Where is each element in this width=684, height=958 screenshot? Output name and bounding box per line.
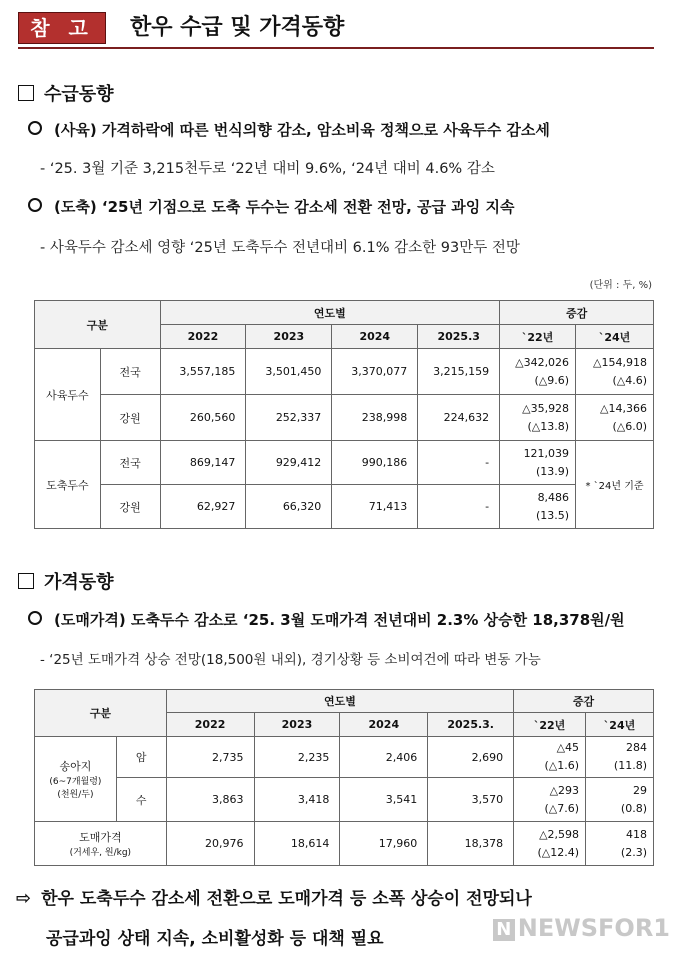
col-year: 2022 (166, 713, 254, 737)
badge-border (18, 12, 106, 44)
table-row (35, 349, 654, 395)
col-year: 2023 (246, 325, 332, 349)
cell: 3,418 (254, 778, 340, 822)
price-sub-1: - ‘25년 도매가격 상승 전망(18,500원 내외), 경기상황 등 소비여건에 따라 변동 가능 (40, 652, 541, 668)
supply-bullet-1: (사육) 가격하락에 따른 번식의향 감소, 암소비육 정책으로 사육두수 감소세 (28, 119, 550, 140)
cell: 66,320 (246, 485, 332, 529)
col-year: 2022 (160, 325, 246, 349)
col-header-group: 구분 (35, 301, 161, 349)
price-table (34, 689, 654, 866)
col-year: 2023 (254, 713, 340, 737)
cell: 3,215,159 (418, 349, 500, 395)
cell: - (418, 441, 500, 485)
col-header-year: 연도별 (166, 690, 513, 713)
price-bullet-1: (도매가격) 도축두수 감소로 ‘25. 3월 도매가격 전년대비 2.3% 상승한 18,378원/원 (28, 609, 625, 630)
cell: 3,570 (428, 778, 514, 822)
wholesale-label: 도매가격 (거세우, 원/kg) (35, 822, 167, 866)
cell: 2,735 (166, 737, 254, 778)
circle-bullet-icon (28, 121, 42, 135)
change-cell: 29 (0.8) (586, 778, 654, 822)
change-cell: 121,039 (13.9) (500, 441, 576, 485)
conclusion-line-1: ⇨ 한우 도축두수 감소세 전환으로 도매가격 등 소폭 상승이 전망되나 (16, 888, 532, 909)
change-cell: 418 (2.3) (586, 822, 654, 866)
change-cell: △154,918 (△4.6) (576, 349, 654, 395)
cell: - (418, 485, 500, 529)
change-cell: △14,366 (△6.0) (576, 395, 654, 441)
cell: 260,560 (160, 395, 246, 441)
cell: 62,927 (160, 485, 246, 529)
note-cell: * `24년 기준 (576, 441, 654, 529)
cell: 2,235 (254, 737, 340, 778)
col-year: 2024 (340, 713, 428, 737)
row-region: 전국 (100, 349, 160, 395)
change-cell: △2,598 (△12.4) (514, 822, 586, 866)
change-cell: △35,928 (△13.8) (500, 395, 576, 441)
change-cell: 8,486 (13.5) (500, 485, 576, 529)
row-region: 강원 (100, 485, 160, 529)
col-year: 2024 (332, 325, 418, 349)
cell: 3,541 (340, 778, 428, 822)
table-row (35, 395, 654, 441)
col-change: `22년 (514, 713, 586, 737)
row-region: 전국 (100, 441, 160, 485)
supply-heading: 수급동향 (18, 80, 114, 106)
cell: 3,863 (166, 778, 254, 822)
cell: 252,337 (246, 395, 332, 441)
supply-table (34, 300, 654, 529)
col-change: `24년 (586, 713, 654, 737)
cell: 18,378 (428, 822, 514, 866)
watermark-logo: N NEWSFOR1 (493, 914, 670, 942)
col-header-change: 증감 (500, 301, 654, 325)
col-year: 2025.3. (428, 713, 514, 737)
cell: 2,406 (340, 737, 428, 778)
price-heading: 가격동향 (18, 568, 114, 594)
cell: 17,960 (340, 822, 428, 866)
table-row (35, 485, 654, 529)
supply-bullet-2: (도축) ‘25년 기점으로 도축 두수는 감소세 전환 전망, 공급 과잉 지속 (28, 196, 514, 217)
page-title: 한우 수급 및 가격동향 (130, 15, 345, 40)
supply-sub-1: - ‘25. 3월 기준 3,215천두로 ‘22년 대비 9.6%, ‘24년 대비 4.6% 감소 (40, 161, 495, 177)
cell: 869,147 (160, 441, 246, 485)
row-sex: 수 (116, 778, 166, 822)
col-year: 2025.3 (418, 325, 500, 349)
change-cell: △45 (△1.6) (514, 737, 586, 778)
col-change: `22년 (500, 325, 576, 349)
header-divider (18, 47, 654, 49)
cell: 20,976 (166, 822, 254, 866)
col-header-year: 연도별 (160, 301, 500, 325)
change-cell: 284 (11.8) (586, 737, 654, 778)
cell: 238,998 (332, 395, 418, 441)
change-cell: △342,026 (△9.6) (500, 349, 576, 395)
table-row (35, 778, 654, 822)
supply-sub-2: - 사육두수 감소세 영향 ‘25년 도축두수 전년대비 6.1% 감소한 93만두 전망 (40, 240, 520, 256)
cell: 990,186 (332, 441, 418, 485)
circle-bullet-icon (28, 611, 42, 625)
col-header-group: 구분 (35, 690, 167, 737)
table-row (35, 441, 654, 485)
cell: 18,614 (254, 822, 340, 866)
document-header (18, 12, 654, 48)
change-cell: △293 (△7.6) (514, 778, 586, 822)
conclusion-line-2: 공급과잉 상태 지속, 소비활성화 등 대책 필요 (46, 929, 384, 949)
row-group: 도축두수 (35, 441, 101, 529)
table-row (35, 822, 654, 866)
arrow-right-icon: ⇨ (16, 888, 32, 909)
row-group: 사육두수 (35, 349, 101, 441)
square-bullet-icon (18, 573, 34, 589)
circle-bullet-icon (28, 198, 42, 212)
cell: 71,413 (332, 485, 418, 529)
cell: 3,557,185 (160, 349, 246, 395)
reference-badge: 참 고 (18, 12, 106, 44)
unit-label: (단위 : 두, %) (589, 280, 652, 291)
calf-label: 송아지 (6~7개월령) (천원/두) (35, 737, 117, 822)
cell: 3,501,450 (246, 349, 332, 395)
row-region: 강원 (100, 395, 160, 441)
cell: 2,690 (428, 737, 514, 778)
table-row (35, 737, 654, 778)
row-sex: 암 (116, 737, 166, 778)
watermark-mark: N (493, 919, 515, 941)
cell: 3,370,077 (332, 349, 418, 395)
cell: 224,632 (418, 395, 500, 441)
cell: 929,412 (246, 441, 332, 485)
col-change: `24년 (576, 325, 654, 349)
square-bullet-icon (18, 85, 34, 101)
col-header-change: 증감 (514, 690, 654, 713)
